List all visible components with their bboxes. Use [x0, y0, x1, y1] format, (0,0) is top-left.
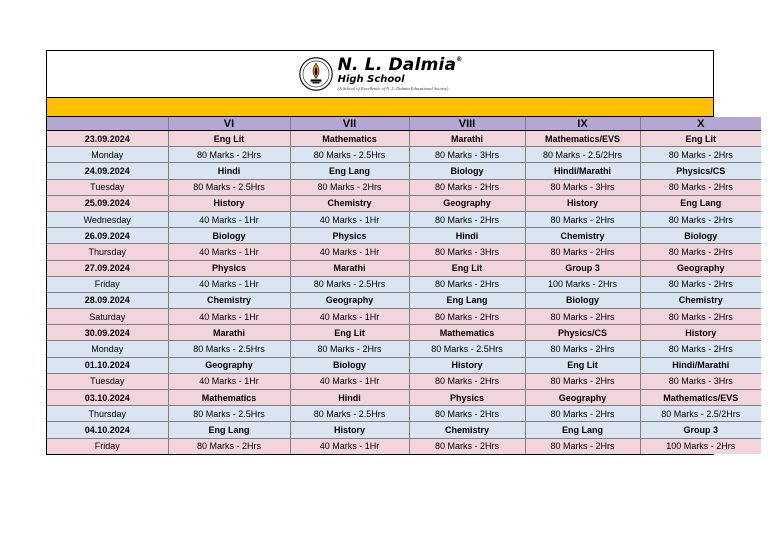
subject-cell: History	[290, 422, 409, 438]
subject-cell: Mathematics	[409, 325, 525, 341]
exam-date-row	[47, 195, 761, 211]
marks-duration-cell: 40 Marks - 1Hr	[168, 373, 290, 389]
subject-cell: Geography	[640, 260, 761, 276]
subject-cell: Eng Lit	[168, 131, 290, 147]
marks-duration-cell: 80 Marks - 2Hrs	[409, 406, 525, 422]
exam-day-row	[47, 341, 761, 357]
subject-cell: Physics	[409, 390, 525, 406]
school-logo	[298, 56, 463, 92]
subject-cell: Physics	[168, 260, 290, 276]
marks-duration-cell: 80 Marks - 2Hrs	[640, 147, 761, 163]
exam-day-row	[47, 179, 761, 195]
marks-duration-cell: 80 Marks - 2.5Hrs	[168, 406, 290, 422]
marks-duration-cell: 80 Marks - 2Hrs	[640, 341, 761, 357]
subject-cell: Geography	[168, 357, 290, 373]
subject-cell: Chemistry	[525, 228, 640, 244]
exam-date: 28.09.2024	[47, 292, 168, 308]
exam-date: 30.09.2024	[47, 325, 168, 341]
marks-duration-cell: 80 Marks - 2Hrs	[168, 147, 290, 163]
marks-duration-cell: 80 Marks - 2.5Hrs	[290, 406, 409, 422]
exam-day-row	[47, 211, 761, 227]
exam-date: 26.09.2024	[47, 228, 168, 244]
exam-date-row	[47, 260, 761, 276]
subject-cell: Chemistry	[290, 195, 409, 211]
exam-day: Wednesday	[47, 211, 168, 227]
exam-day-row	[47, 309, 761, 325]
subject-cell: Eng Lit	[409, 260, 525, 276]
exam-date: 03.10.2024	[47, 390, 168, 406]
marks-duration-cell: 80 Marks - 2Hrs	[525, 438, 640, 454]
exam-date: 27.09.2024	[47, 260, 168, 276]
marks-duration-cell: 80 Marks - 2Hrs	[525, 211, 640, 227]
exam-date-row	[47, 390, 761, 406]
marks-duration-cell: 80 Marks - 2Hrs	[290, 179, 409, 195]
marks-duration-cell: 40 Marks - 1Hr	[168, 211, 290, 227]
marks-duration-cell: 80 Marks - 2Hrs	[525, 244, 640, 260]
subject-cell: Biology	[525, 292, 640, 308]
marks-duration-cell: 80 Marks - 3Hrs	[409, 244, 525, 260]
marks-duration-cell: 80 Marks - 2.5Hrs	[168, 179, 290, 195]
exam-date: 01.10.2024	[47, 357, 168, 373]
lamp-emblem-icon	[298, 56, 334, 92]
school-tagline: (A School of Excellence of N. L. Dalmia Educational Society)	[337, 85, 449, 91]
exam-day: Friday	[47, 438, 168, 454]
marks-duration-cell: 40 Marks - 1Hr	[290, 438, 409, 454]
marks-duration-cell: 40 Marks - 1Hr	[168, 276, 290, 292]
exam-day: Saturday	[47, 309, 168, 325]
marks-duration-cell: 80 Marks - 2Hrs	[525, 309, 640, 325]
marks-duration-cell: 80 Marks - 2.5Hrs	[290, 147, 409, 163]
marks-duration-cell: 80 Marks - 2.5/2Hrs	[640, 406, 761, 422]
subject-cell: Physics/CS	[640, 163, 761, 179]
subject-cell: Marathi	[409, 131, 525, 147]
exam-date: 25.09.2024	[47, 195, 168, 211]
marks-duration-cell: 40 Marks - 1Hr	[290, 211, 409, 227]
subject-cell: Hindi	[409, 228, 525, 244]
exam-day-row	[47, 244, 761, 260]
subject-cell: Physics	[290, 228, 409, 244]
marks-duration-cell: 80 Marks - 2.5/2Hrs	[525, 147, 640, 163]
header-band	[47, 98, 713, 117]
subject-cell: Mathematics	[290, 131, 409, 147]
column-header: VIII	[409, 117, 525, 131]
marks-duration-cell: 80 Marks - 2Hrs	[640, 309, 761, 325]
timetable-body	[47, 131, 761, 454]
exam-date-row	[47, 131, 761, 147]
subject-cell: Physics/CS	[525, 325, 640, 341]
marks-duration-cell: 80 Marks - 2Hrs	[640, 179, 761, 195]
exam-day-row	[47, 406, 761, 422]
subject-cell: Eng Lang	[409, 292, 525, 308]
marks-duration-cell: 80 Marks - 2Hrs	[409, 373, 525, 389]
column-header: VI	[168, 117, 290, 131]
marks-duration-cell: 80 Marks - 2Hrs	[525, 341, 640, 357]
school-subtitle: High School	[337, 73, 405, 85]
subject-cell: Eng Lang	[525, 422, 640, 438]
subject-cell: Marathi	[168, 325, 290, 341]
marks-duration-cell: 80 Marks - 2Hrs	[640, 244, 761, 260]
subject-cell: Geography	[290, 292, 409, 308]
subject-cell: Group 3	[525, 260, 640, 276]
subject-cell: Hindi/Marathi	[640, 357, 761, 373]
column-header: VII	[290, 117, 409, 131]
marks-duration-cell: 80 Marks - 2Hrs	[525, 373, 640, 389]
school-name: N. L. Dalmia	[337, 54, 457, 75]
exam-date-row	[47, 163, 761, 179]
exam-timetable-sheet	[46, 50, 741, 455]
subject-cell: Mathematics/EVS	[525, 131, 640, 147]
exam-day-row	[47, 276, 761, 292]
marks-duration-cell: 80 Marks - 2Hrs	[640, 276, 761, 292]
timetable	[47, 117, 761, 454]
marks-duration-cell: 80 Marks - 2Hrs	[409, 211, 525, 227]
exam-day: Monday	[47, 147, 168, 163]
subject-cell: History	[409, 357, 525, 373]
subject-cell: Eng Lang	[168, 422, 290, 438]
exam-date-row	[47, 228, 761, 244]
marks-duration-cell: 80 Marks - 2.5Hrs	[290, 276, 409, 292]
school-header	[47, 51, 713, 98]
marks-duration-cell: 40 Marks - 1Hr	[290, 373, 409, 389]
marks-duration-cell: 80 Marks - 3Hrs	[640, 373, 761, 389]
exam-day-row	[47, 147, 761, 163]
registered-mark: ®	[456, 55, 463, 63]
exam-date: 23.09.2024	[47, 131, 168, 147]
exam-day: Monday	[47, 341, 168, 357]
subject-cell: Marathi	[290, 260, 409, 276]
marks-duration-cell: 80 Marks - 2Hrs	[409, 309, 525, 325]
marks-duration-cell: 100 Marks - 2Hrs	[640, 438, 761, 454]
marks-duration-cell: 80 Marks - 2Hrs	[409, 276, 525, 292]
marks-duration-cell: 80 Marks - 2.5Hrs	[168, 341, 290, 357]
marks-duration-cell: 40 Marks - 1Hr	[290, 244, 409, 260]
marks-duration-cell: 80 Marks - 2Hrs	[640, 211, 761, 227]
marks-duration-cell: 40 Marks - 1Hr	[168, 309, 290, 325]
subject-cell: Eng Lit	[290, 325, 409, 341]
marks-duration-cell: 100 Marks - 2Hrs	[525, 276, 640, 292]
exam-day-row	[47, 373, 761, 389]
subject-cell: Chemistry	[640, 292, 761, 308]
subject-cell: Eng Lit	[525, 357, 640, 373]
marks-duration-cell: 40 Marks - 1Hr	[290, 309, 409, 325]
subject-cell: History	[640, 325, 761, 341]
subject-cell: Biology	[640, 228, 761, 244]
exam-day: Friday	[47, 276, 168, 292]
exam-date-row	[47, 292, 761, 308]
marks-duration-cell: 80 Marks - 2Hrs	[525, 406, 640, 422]
subject-cell: Eng Lang	[290, 163, 409, 179]
subject-cell: Mathematics	[168, 390, 290, 406]
marks-duration-cell: 40 Marks - 1Hr	[168, 244, 290, 260]
column-header: IX	[525, 117, 640, 131]
exam-day: Tuesday	[47, 179, 168, 195]
column-header	[47, 117, 168, 131]
exam-date: 24.09.2024	[47, 163, 168, 179]
marks-duration-cell: 80 Marks - 3Hrs	[409, 147, 525, 163]
subject-cell: Group 3	[640, 422, 761, 438]
subject-cell: Eng Lit	[640, 131, 761, 147]
marks-duration-cell: 80 Marks - 3Hrs	[525, 179, 640, 195]
grade-header-row	[47, 117, 761, 131]
subject-cell: Biology	[168, 228, 290, 244]
exam-date-row	[47, 357, 761, 373]
subject-cell: Geography	[409, 195, 525, 211]
marks-duration-cell: 80 Marks - 2Hrs	[168, 438, 290, 454]
subject-cell: History	[168, 195, 290, 211]
subject-cell: Geography	[525, 390, 640, 406]
subject-cell: Chemistry	[168, 292, 290, 308]
exam-day: Thursday	[47, 244, 168, 260]
subject-cell: Hindi/Marathi	[525, 163, 640, 179]
marks-duration-cell: 80 Marks - 2.5Hrs	[409, 341, 525, 357]
subject-cell: Mathematics/EVS	[640, 390, 761, 406]
exam-day-row	[47, 438, 761, 454]
subject-cell: Chemistry	[409, 422, 525, 438]
subject-cell: Hindi	[168, 163, 290, 179]
column-header: X	[640, 117, 761, 131]
subject-cell: Eng Lang	[640, 195, 761, 211]
marks-duration-cell: 80 Marks - 2Hrs	[409, 438, 525, 454]
exam-day: Tuesday	[47, 373, 168, 389]
subject-cell: Biology	[290, 357, 409, 373]
subject-cell: History	[525, 195, 640, 211]
exam-date-row	[47, 422, 761, 438]
exam-day: Thursday	[47, 406, 168, 422]
marks-duration-cell: 80 Marks - 2Hrs	[290, 341, 409, 357]
subject-cell: Biology	[409, 163, 525, 179]
exam-date: 04.10.2024	[47, 422, 168, 438]
subject-cell: Hindi	[290, 390, 409, 406]
exam-date-row	[47, 325, 761, 341]
marks-duration-cell: 80 Marks - 2Hrs	[409, 179, 525, 195]
